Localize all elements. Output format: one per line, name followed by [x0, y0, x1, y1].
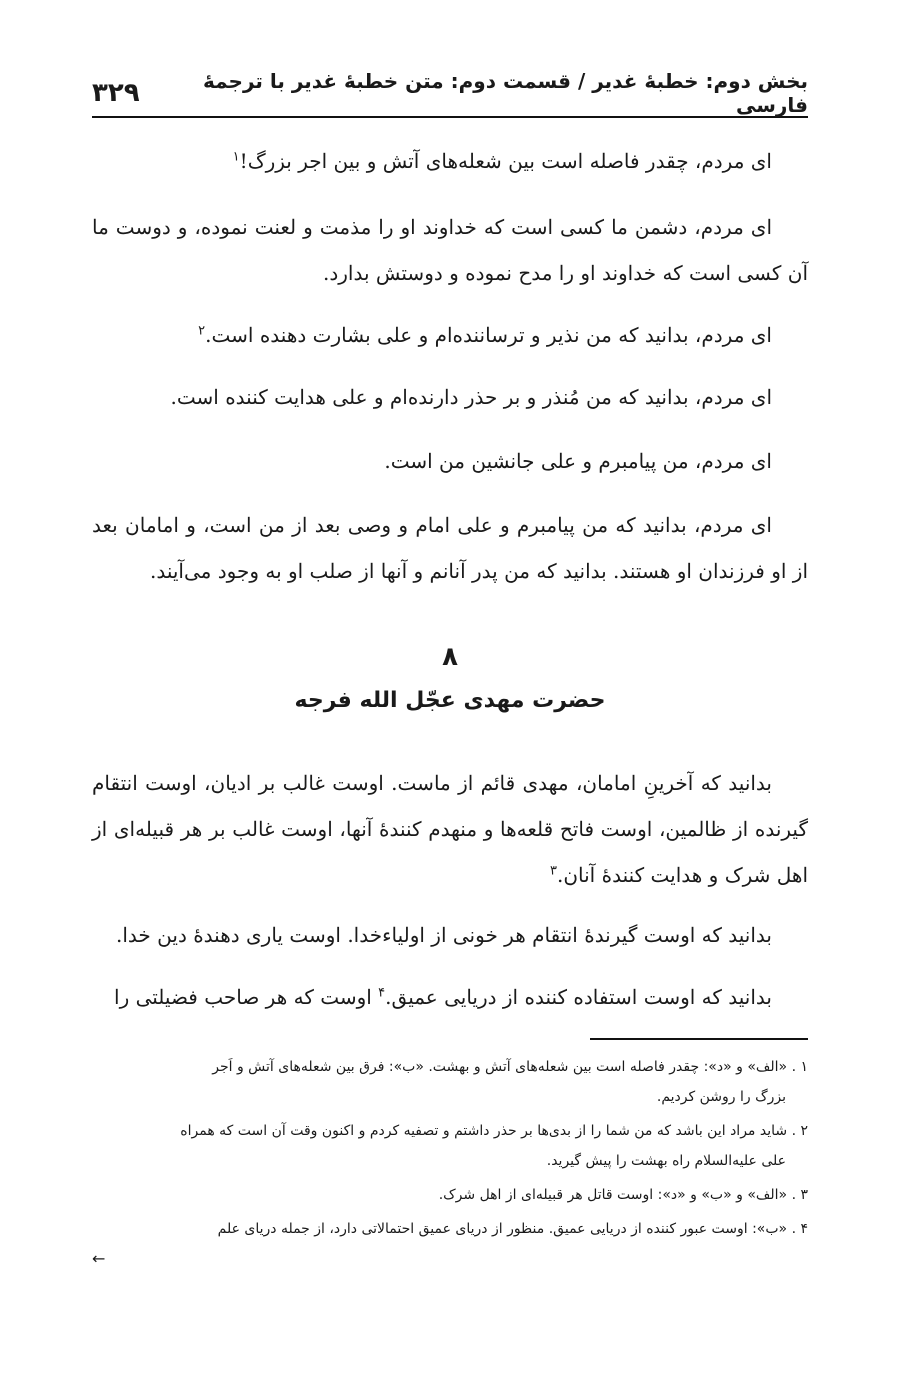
footnote-ref-3: ۳: [549, 863, 557, 879]
paragraph-3: ای مردم، بدانید که من نذیر و ترساننده‌ام و علی بشارت دهنده است.$^۲$: [198, 323, 772, 347]
footnote-3: ۳ . «الف» و «ب» و «د»: اوست قاتل هر قبیله‌ای از اهل شرک.: [438, 1187, 808, 1203]
header-title: بخش دوم: خطبهٔ غدیر / قسمت دوم: متن خطبهٔ غدیر با ترجمهٔ فارسی: [203, 69, 808, 117]
section-title: حضرت مهدی عجّل الله فرجه: [294, 688, 606, 713]
section-paragraph-2: بدانید که اوست گیرندهٔ انتقام هر خونی از اولیاءخدا. اوست یاری دهندهٔ دین خدا.: [116, 923, 772, 947]
page-number: ۳۲۹: [92, 78, 140, 108]
running-header: [92, 70, 808, 118]
paragraph-1: ای مردم، چقدر فاصله است بین شعله‌های آتش و بین اجر بزرگ!$^۱$: [232, 149, 772, 173]
paragraph-2: ای مردم، دشمن ما کسی است که خداوند او را مذمت و لعنت نموده، و دوست ما آن کسی است که خداوند او را مدح نموده و دوستش بدارد.: [92, 215, 808, 285]
footnote-ref-2: ۲: [198, 323, 206, 339]
paragraph-5: ای مردم، من پیامبرم و علی جانشین من است.: [384, 449, 772, 473]
footnote-ref-1: ۱: [232, 149, 240, 165]
footnote-divider: [590, 1038, 808, 1040]
footnote-ref-4: ۴: [378, 985, 386, 1001]
section-paragraph-1: بدانید که آخرینِ امامان، مهدی قائم از ماست. اوست غالب بر ادیان، اوست انتقام گیرنده از ظالمین، اوست فاتح قلعه‌ها و منهدم کنندهٔ آنها، اوست غالب بر هر قبیله‌ای از اهل شرک و هدایت کنندهٔ آنان.$^۳$: [92, 771, 808, 887]
footnotes-list: [92, 1052, 808, 1278]
section-paragraph-3: بدانید که اوست استفاده کننده از دریایی عمیق.$^۴$ اوست که هر صاحب فضیلتی را: [114, 985, 772, 1009]
footnote-1: ۱ . «الف» و «د»: چقدر فاصله است بین شعله‌های آتش و بهشت. «ب»: فرق بین شعله‌های آتش و اَجر بزرگ را روشن کردیم.: [212, 1059, 808, 1105]
footnote-2: ۲ . شاید مراد این باشد که من شما را از بدی‌ها بر حذر داشتم و تصفیه کردم و اکنون وقت آن است که همراه علی علیه‌السلام راه بهشت را پیش گیرید.: [180, 1123, 808, 1169]
paragraph-4: ای مردم، بدانید که من مُنذر و بر حذر دارنده‌ام و علی هدایت کننده است.: [170, 385, 772, 409]
continuation-arrow-icon: ←: [92, 1249, 106, 1268]
footnote-4: ۴ . «ب»: اوست عبور کننده از دریایی عمیق. منظور از دریای عمیق احتمالاتی دارد، از جمله دریای علم ←: [92, 1214, 808, 1274]
section-number: ۸: [442, 642, 458, 672]
paragraph-6: ای مردم، بدانید که من پیامبرم و علی امام و وصی بعد از من است، و امامان بعد از او فرزندان او هستند. بدانید که من پدر آنانم و آنها از صلب او به وجود می‌آیند.: [92, 513, 808, 583]
